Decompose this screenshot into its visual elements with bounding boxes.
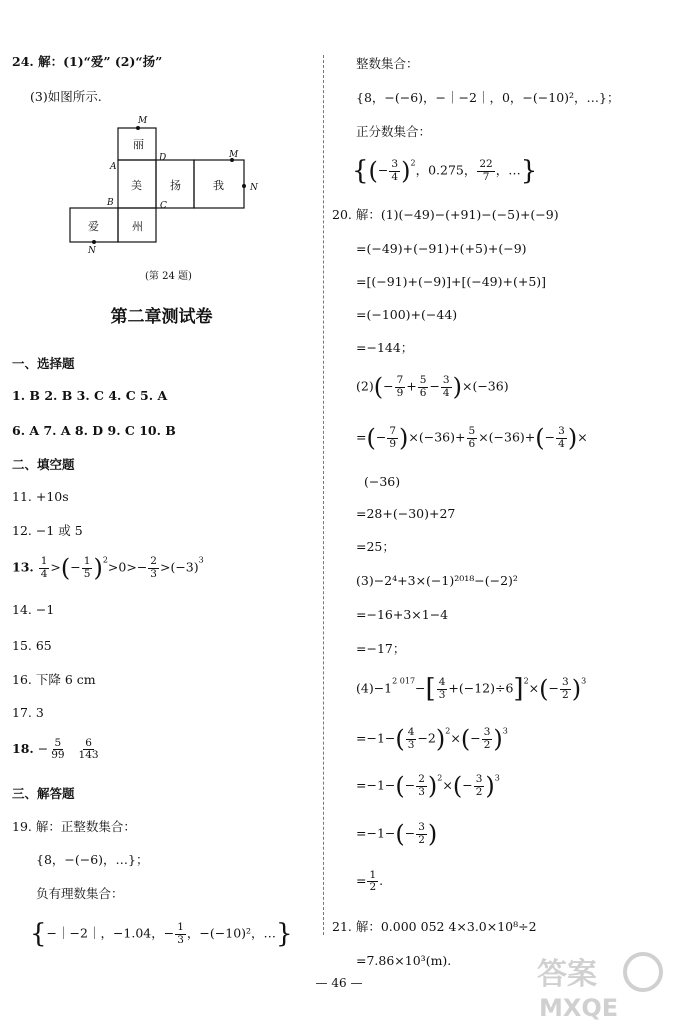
int-set: {8，−(−6)，−｜−2｜，0，−(−10)²，…}； [356, 90, 620, 105]
section-fill: 二、填空题 [12, 457, 75, 472]
figure-caption: (第 24 题) [145, 271, 192, 282]
mc-answers-row1: 1. B 2. B 3. C 4. C 5. A [12, 388, 168, 403]
section-solve: 三、解答题 [12, 786, 75, 801]
q20-line2: =(−49)+(−91)+(+5)+(−9) [356, 241, 527, 256]
q20-part2-line3: (−36) [364, 474, 401, 489]
answer-11: 11. +10s [12, 489, 69, 504]
int-set-title: 整数集合： [356, 56, 419, 71]
q21-head: 21. 解：0.000 052 4×3.0×10⁸÷2 [332, 919, 537, 934]
answer-13: 13. $\frac{1}{4}$ >(− $\frac{1}{5}$ )$^2$>0>− $\frac{2}{3}$ $>(-3)^3$ [12, 554, 204, 582]
q20-head: 20. 解：(1)(−49)−(+91)−(−5)+(−9) [332, 207, 559, 222]
pos-frac-set: {(− $\frac{3}{4}$ )$^2$，0.275， $\frac{22}{7}$ ，…} [352, 156, 538, 186]
q20-part4-line5: = $\frac{1}{2}$ . [356, 869, 384, 894]
q20-part3-line2: =−16+3×1−4 [356, 607, 449, 622]
q19-positive-int-set: {8，−(−6)，…}； [36, 852, 149, 867]
q20-part2-line5: =25； [356, 539, 395, 554]
label-M-top: M [138, 116, 148, 126]
q19-neg-set: {−｜−2｜，−1.04，− $\frac{1}{3}$ ，−(−10)²，…} [30, 919, 293, 949]
q20-part4-line2: =−1−( $\frac{4}{3}$ −2)$^2$×(− $\frac{3}{2}$ )$^3$ [356, 725, 508, 753]
q19-neg-title: 负有理数集合： [36, 886, 124, 901]
cube-net-figure [60, 112, 270, 262]
column-divider [323, 55, 324, 935]
q20-part2: (2)(− $\frac{7}{9}$ + $\frac{5}{6}$ − $\frac{3}{4}$ )×(−36) [356, 373, 509, 401]
cell-yang-text: 扬 [170, 179, 181, 192]
label-D: D [159, 153, 167, 163]
answer-17: 17. 3 [12, 705, 44, 720]
answer-14: 14. −1 [12, 602, 55, 617]
svg-text:答案: 答案 [537, 957, 597, 992]
chapter-title: 第二章测试卷 [110, 307, 213, 327]
label-N-right: N [250, 183, 258, 193]
label-M-right: M [229, 150, 239, 160]
answer-18: 18. − $\frac{5}{99}$ $\frac{6}{143}$ [12, 737, 99, 762]
watermark-logo [535, 950, 675, 1025]
q20-line3: =[(−91)+(−9)]+[(−49)+(+5)] [356, 274, 547, 289]
q20-part3-line3: =−17； [356, 641, 406, 656]
q20-line5: =−144； [356, 340, 414, 355]
cell-wo-text: 我 [213, 179, 224, 192]
q20-part2-line2: =(− $\frac{7}{9}$ )×(−36)+ $\frac{5}{6}$ ×(−36)+(− $\frac{3}{4}$ )× [356, 424, 588, 452]
q20-part4-line3: =−1−(− $\frac{2}{3}$ )$^2$×(− $\frac{3}{2}$ )$^3$ [356, 772, 500, 800]
answer-12: 12. −1 或 5 [12, 523, 83, 538]
svg-text:MXQE: MXQE [539, 994, 619, 1022]
q20-line4: =(−100)+(−44) [356, 307, 458, 322]
q20-part4: $(4)-1^{2 017}-$[ $\frac{4}{3}$ +(−12)÷6]$^2$×(− $\frac{3}{2}$ )$^3$ [356, 674, 587, 704]
cell-ai-text: 爱 [88, 220, 99, 233]
cell-zhou-text: 州 [132, 220, 143, 233]
answer-15: 15. 65 [12, 638, 52, 653]
label-C: C [160, 201, 167, 211]
page-number: — 46 — [315, 976, 363, 990]
answer-16: 16. 下降 6 cm [12, 672, 96, 687]
cell-mei-text: 美 [131, 179, 142, 192]
mc-answers-row2: 6. A 7. A 8. D 9. C 10. B [12, 423, 176, 438]
q24-head: 24. 解：(1)“爱” (2)“扬” [12, 54, 163, 69]
q21-line2: =7.86×10³(m). [356, 953, 452, 968]
cell-li-text: 丽 [133, 138, 144, 151]
q19-head: 19. 解：正整数集合： [12, 819, 136, 834]
label-A: A [110, 162, 117, 172]
section-choice: 一、选择题 [12, 356, 75, 371]
q20-part3: (3)−2⁴+3×(−1)²⁰¹⁸−(−2)² [356, 573, 518, 588]
q20-part2-line4: =28+(−30)+27 [356, 506, 456, 521]
label-B: B [107, 198, 114, 208]
pos-frac-title: 正分数集合： [356, 124, 432, 139]
label-N-bottom: N [88, 246, 96, 256]
q24-part3: (3)如图所示. [30, 89, 102, 104]
q20-part4-line4: =−1−(− $\frac{3}{2}$ ) [356, 820, 438, 848]
